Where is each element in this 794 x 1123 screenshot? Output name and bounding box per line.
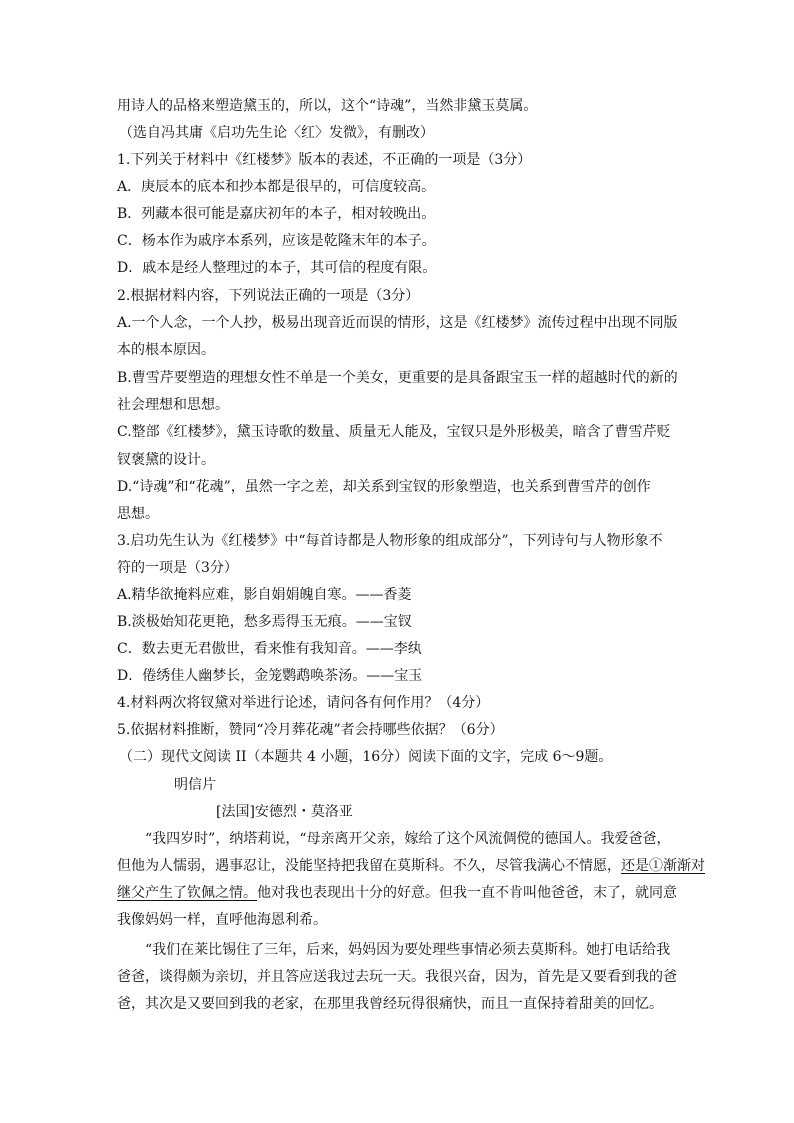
option-3a: A.精华欲掩料应难，影自娟娟魄自寒。——香菱 (117, 587, 412, 603)
option-2c-cont: 钗褒黛的设计。 (117, 452, 215, 468)
option-1a: A．庚辰本的底本和抄本都是很早的，可信度较高。 (117, 179, 436, 195)
question-5: 5.依据材料推断，赞同“冷月葬花魂”者会持哪些依据？（6分） (117, 722, 504, 738)
question-4: 4.材料两次将钗黛对举进行论述，请问各有何作用？（4分） (117, 695, 490, 711)
option-2b-cont: 社会理想和思想。 (117, 397, 229, 413)
option-2c: C.整部《红楼梦》，黛玉诗歌的数量、质量无人能及，宝钗只是外形极美，暗含了曹雪芹贬 (117, 424, 671, 440)
option-3c: C．数去更无君傲世，看来惟有我知音。——李纨 (117, 641, 422, 657)
question-2: 2.根据材料内容，下列说法正确的一项是（3分） (117, 288, 420, 304)
section-heading: （二）现代文阅读 II（本题共 4 小题，16分）阅读下面的文字，完成 6～9题。 (119, 749, 613, 765)
paragraph-text: 但他为人懦弱，遇事忍让，没能坚持把我留在莫斯科。不久，尽管我满心不情愿， (117, 858, 621, 874)
story-author: [法国]安德烈・莫洛亚 (216, 804, 353, 820)
option-1b: B．列藏本很可能是嘉庆初年的本子，相对较晚出。 (117, 206, 436, 222)
paragraph-line: “我们在莱比锡住了三年，后来，妈妈因为要处理些事情必须去莫斯科。她打电话给我 (145, 942, 671, 958)
underlined-text: 继父产生了钦佩之情。 (117, 885, 257, 901)
question-3: 3.启功先生认为《红楼梦》中“每首诗都是人物形象的组成部分”，下列诗句与人物形象不 (117, 533, 663, 549)
source-citation: （选自冯其庸《启功先生论〈红〉发微》，有删改） (119, 125, 434, 141)
paragraph-text: 他对我也表现出十分的好意。但我一直不肯叫他爸爸，末了，就同意 (257, 885, 677, 901)
option-1d: D．戚本是经人整理过的本子，其可信的程度有限。 (117, 260, 437, 276)
paragraph-line (117, 856, 705, 876)
option-2a: A.一个人念，一个人抄，极易出现音近而误的情形，这是《红楼梦》流传过程中出现不同版 (117, 315, 678, 331)
question-3-cont: 符的一项是（3分） (117, 560, 238, 576)
paragraph-line (117, 883, 677, 903)
paragraph-line: 我像妈妈一样，直呼他海恩利希。 (117, 912, 327, 928)
underlined-text: 还是①渐渐对 (621, 858, 705, 874)
option-2a-cont: 本的根本原因。 (117, 342, 215, 358)
option-3d: D．倦绣佳人幽梦长，金笼鹦鹉唤茶汤。——宝玉 (117, 668, 423, 684)
story-title: 明信片 (174, 777, 216, 793)
option-2d: D.“诗魂”和“花魂”，虽然一字之差，却关系到宝钗的形象塑造，也关系到曹雪芹的创作 (117, 479, 651, 495)
paragraph-line: 爸爸，谈得颇为亲切，并且答应送我过去玩一天。我很兴奋，因为，首先是又要看到我的爸 (117, 969, 677, 985)
option-2b: B.曹雪芹要塑造的理想女性不单是一个美女，更重要的是具备跟宝玉一样的超越时代的新的 (117, 370, 678, 386)
paragraph-line: 爸，其次是又要回到我的老家，在那里我曾经玩得很痛快，而且一直保持着甜美的回忆。 (117, 996, 663, 1012)
paragraph-line: “我四岁时”，纳塔莉说，“母亲离开父亲，嫁给了这个风流倜傥的德国人。我爱爸爸， (145, 831, 671, 847)
text-line: 用诗人的品格来塑造黛玉的，所以，这个“诗魂”，当然非黛玉莫属。 (117, 98, 538, 114)
question-1: 1.下列关于材料中《红楼梦》版本的表述，不正确的一项是（3分） (117, 152, 532, 168)
option-1c: C．杨本作为戚序本系列，应该是乾隆末年的本子。 (117, 233, 436, 249)
option-3b: B.淡极始知花更艳，愁多焉得玉无痕。——宝钗 (117, 614, 412, 630)
option-2d-cont: 思想。 (117, 506, 159, 522)
